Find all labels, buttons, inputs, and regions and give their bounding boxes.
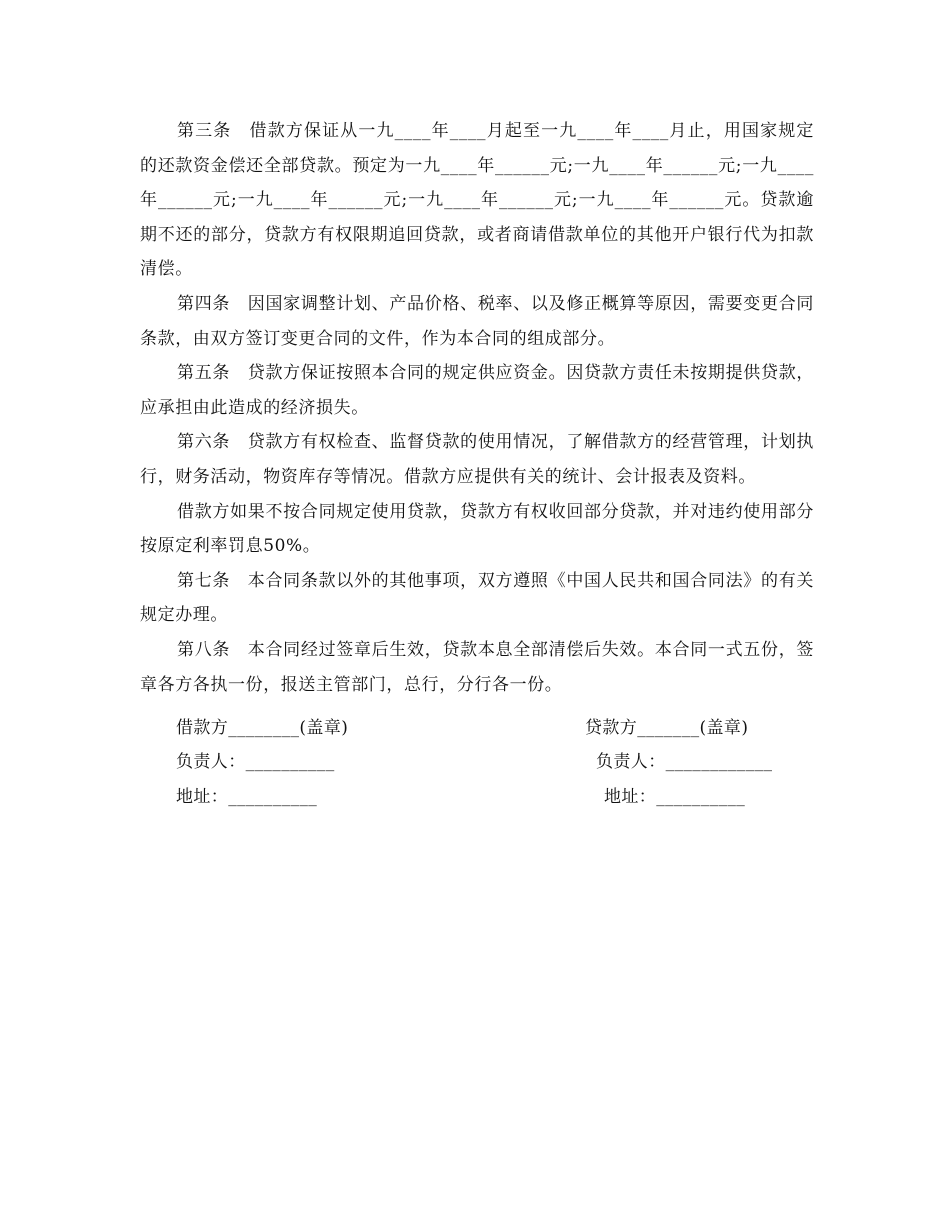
lender-party-line: 贷款方_______(盖章) <box>585 718 749 738</box>
borrower-responsible-person-line: 负责人：__________ <box>176 752 335 772</box>
borrower-party-line: 借款方________(盖章) <box>176 718 349 738</box>
article-5-paragraph: 第五条 贷款方保证按照本合同的规定供应资金。因贷款方责任未按期提供贷款，应承担由此造成的经济损失。 <box>140 363 814 418</box>
article-7-paragraph: 第七条 本合同条款以外的其他事项，双方遵照《中国人民共和国合同法》的有关规定办理。 <box>140 570 814 626</box>
article-4-paragraph: 第四条 因国家调整计划、产品价格、税率、以及修正概算等原因，需要变更合同条款，由双方签订变更合同的文件，作为本合同的组成部分。 <box>140 293 814 349</box>
lender-responsible-person-line: 负责人：____________ <box>596 752 773 772</box>
article-3-paragraph: 第三条 借款方保证从一九____年____月起至一九____年____月止，用国家规定的还款资金偿还全部贷款。预定为一九____年______元;一九____年______元;一九____年______元;一九____年______元;一九____年______元;一九____年______元。贷款逾期不还的部分，贷款方有权限期追回贷款，或者商请借款单位的其他开户银行代为扣款清偿。 <box>140 121 814 280</box>
contract-body <box>140 114 814 702</box>
borrower-address-line: 地址：__________ <box>176 787 318 807</box>
lender-address-line: 地址：__________ <box>604 787 746 807</box>
article-6-continuation-paragraph: 借款方如果不按合同规定使用贷款，贷款方有权收回部分贷款，并对违约使用部分按原定利率罚息50%。 <box>140 501 814 557</box>
article-6-paragraph: 第六条 贷款方有权检查、监督贷款的使用情况，了解借款方的经营管理，计划执行，财务活动，物资库存等情况。借款方应提供有关的统计、会计报表及资料。 <box>140 432 814 487</box>
article-8-paragraph: 第八条 本合同经过签章后生效，贷款本息全部清偿后失效。本合同一式五份，签章各方各执一份，报送主管部门，总行，分行各一份。 <box>140 639 814 695</box>
